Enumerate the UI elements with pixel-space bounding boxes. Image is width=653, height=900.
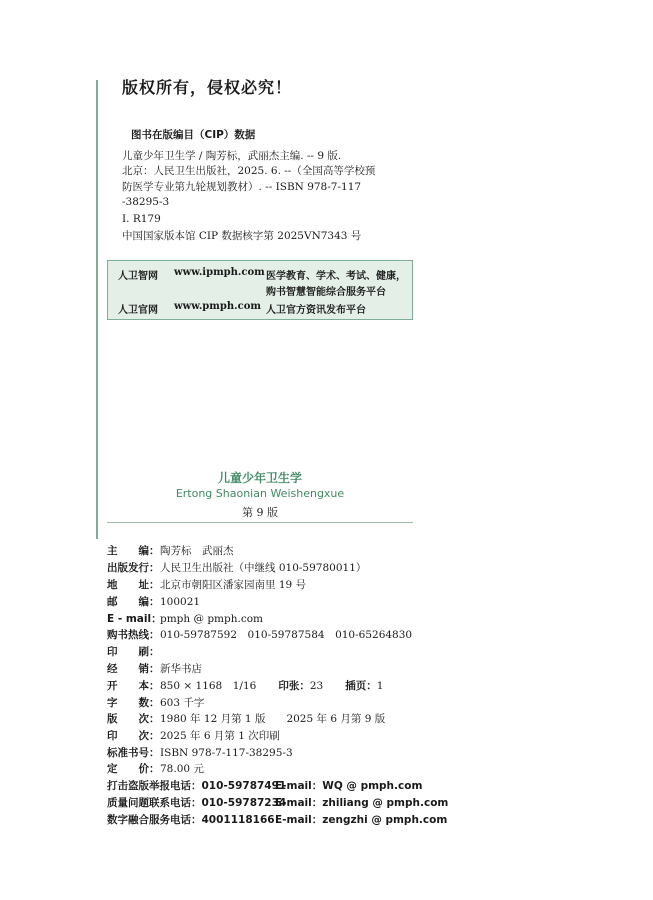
cip-line: 北京：人民卫生出版社，2025. 6. --（全国高等学校预 (122, 165, 376, 177)
promo-desc-ipmph-cont: 购书智慧智能综合服务平台 (266, 287, 386, 298)
info-publisher: 出版发行：人民卫生出版社（中继线 010-59780011） (107, 562, 367, 574)
contact-piracy: 打击盗版举报电话：010-59787491 E-mail：WQ @ pmph.com (107, 780, 423, 792)
cip-title: 图书在版编目（CIP）数据 (131, 129, 256, 141)
info-email: E - mail：pmph @ pmph.com (107, 613, 263, 625)
promo-url-pmph[interactable]: www.pmph.com (174, 301, 261, 312)
contact-quality: 质量问题联系电话：010-59787234 E-mail：zhiliang @ pmph.com (107, 797, 449, 809)
book-title: 儿童少年卫生学 (217, 471, 302, 485)
cip-line: 防医学专业第九轮规划教材）. -- ISBN 978-7-117 (122, 181, 362, 193)
info-wordcount: 字 数：603 千字 (107, 697, 205, 709)
promo-url-ipmph[interactable]: www.ipmph.com (174, 267, 265, 278)
info-price: 定 价：78.00 元 (107, 763, 204, 775)
info-printing: 印 次：2025 年 6 月第 1 次印刷 (107, 730, 280, 742)
divider (107, 522, 413, 523)
info-format: 开 本：850 × 1168 1/16 印张：23 插页：1 (107, 680, 384, 692)
info-printer: 印 刷： (107, 646, 160, 658)
info-isbn: 标准书号：ISBN 978-7-117-38295-3 (107, 747, 293, 759)
info-postcode: 邮 编：100021 (107, 596, 201, 608)
promo-name-ipmph: 人卫智网 (118, 271, 158, 282)
promo-box (107, 260, 413, 320)
info-address: 地 址：北京市朝阳区潘家园南里 19 号 (107, 579, 307, 591)
info-hotline: 购书热线：010-59787592 010-59787584 010-65264830 (107, 629, 413, 641)
info-edition: 版 次：1980 年 12 月第 1 版 2025 年 6 月第 9 版 (107, 713, 386, 725)
cip-classification: Ⅰ. R179 (122, 213, 161, 225)
contact-digital: 数字融合服务电话：4001118166 E-mail：zengzhi @ pmph.com (107, 814, 448, 826)
cip-line: -38295-3 (122, 196, 170, 208)
promo-desc-pmph: 人卫官方资讯发布平台 (266, 305, 366, 316)
promo-name-pmph: 人卫官网 (118, 305, 158, 316)
cip-record-number: 中国国家版本馆 CIP 数据核字第 2025VN7343 号 (122, 230, 362, 242)
book-pinyin: Ertong Shaonian Weishengxue (175, 487, 345, 500)
promo-desc-ipmph: 医学教育、学术、考试、健康， (266, 271, 406, 282)
cip-line: 儿童少年卫生学 / 陶芳标，武丽杰主编. -- 9 版. (122, 150, 342, 162)
book-edition: 第 9 版 (242, 506, 278, 519)
info-distributor: 经 销：新华书店 (107, 663, 202, 675)
copyright-heading: 版权所有，侵权必究！ (122, 78, 293, 97)
info-editor: 主 编：陶芳标 武丽杰 (107, 545, 234, 557)
